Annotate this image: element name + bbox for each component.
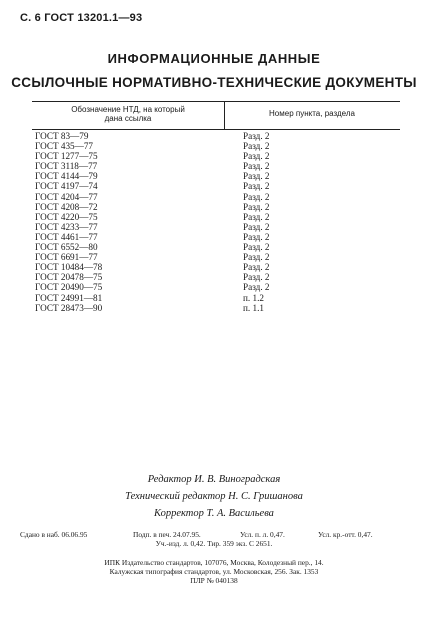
document-designation: ГОСТ 28473—90: [35, 302, 103, 313]
table-top-rule: [32, 101, 400, 102]
editor-credit: Редактор И. В. Виноградская: [147, 474, 281, 485]
table-row: [32, 131, 400, 141]
column-header-document-line1: Обозначение НТД, на который: [71, 105, 185, 114]
tech-editor-credit: Технический редактор Н. С. Гришанова: [125, 491, 303, 502]
section-reference: Разд. 2: [243, 161, 270, 172]
section-reference: Разд. 2: [243, 201, 270, 212]
section-reference: Разд. 2: [243, 221, 270, 232]
document-designation: ГОСТ 20490—75: [35, 282, 103, 293]
table-row: [32, 262, 400, 272]
document-designation: ГОСТ 3118—77: [35, 161, 98, 172]
section-reference: п. 1.2: [243, 292, 264, 303]
table-row: [32, 171, 400, 181]
section-reference: п. 1.1: [243, 302, 264, 313]
table-row: [32, 242, 400, 252]
imprint-printer: Калужская типография стандартов, ул. Московская, 256. Зак. 1353: [109, 567, 319, 576]
section-reference: Разд. 2: [243, 131, 270, 141]
document-designation: ГОСТ 4233—77: [35, 221, 98, 232]
table-row: [32, 282, 400, 292]
section-reference: Разд. 2: [243, 262, 270, 273]
document-designation: ГОСТ 4144—79: [35, 171, 98, 182]
section-reference: Разд. 2: [243, 242, 270, 253]
document-designation: ГОСТ 4204—77: [35, 191, 98, 202]
document-designation: ГОСТ 435—77: [35, 141, 94, 152]
section-reference: Разд. 2: [243, 191, 270, 202]
document-designation: ГОСТ 4197—74: [35, 181, 98, 192]
document-designation: ГОСТ 4220—75: [35, 211, 98, 222]
section-reference: Разд. 2: [243, 181, 270, 192]
document-designation: ГОСТ 1277—75: [35, 151, 98, 162]
column-header-section: Номер пункта, раздела: [269, 109, 355, 118]
column-header-document: [32, 105, 224, 123]
table-body: [32, 131, 400, 313]
table-row: [32, 181, 400, 191]
table-row: [32, 293, 400, 303]
document-designation: ГОСТ 4208—72: [35, 201, 98, 212]
table-row: [32, 232, 400, 242]
document-designation: ГОСТ 20478—75: [35, 272, 103, 283]
document-designation: ГОСТ 6552—80: [35, 242, 98, 253]
column-header-document-line2: дана ссылка: [104, 114, 152, 123]
document-designation: ГОСТ 10484—78: [35, 262, 103, 273]
section-reference: Разд. 2: [243, 151, 270, 162]
table-row: [32, 141, 400, 151]
document-designation: ГОСТ 83—79: [35, 131, 89, 141]
document-designation: ГОСТ 6691—77: [35, 252, 98, 263]
section-reference: Разд. 2: [243, 171, 270, 182]
section-reference: Разд. 2: [243, 231, 270, 242]
table-row: [32, 202, 400, 212]
table-row: [32, 303, 400, 313]
page-header: С. 6 ГОСТ 13201.1—93: [20, 12, 143, 24]
table-row: [32, 272, 400, 282]
document-designation: ГОСТ 24991—81: [35, 292, 103, 303]
imprint-typeset-date: Сдано в наб. 06.06.95: [20, 530, 88, 539]
section-reference: Разд. 2: [243, 141, 270, 152]
imprint-line-2: Уч.-изд. л. 0,42. Тир. 359 экз. С 2651.: [155, 539, 273, 548]
proofreader-credit: Корректор Т. А. Васильева: [154, 508, 274, 519]
table-row: [32, 252, 400, 262]
table-row: [32, 161, 400, 171]
table-row: [32, 222, 400, 232]
section-reference: Разд. 2: [243, 282, 270, 293]
section-title-info: ИНФОРМАЦИОННЫЕ ДАННЫЕ: [107, 51, 321, 66]
imprint-publisher: ИПК Издательство стандартов, 107076, Москва, Колодезный пер., 14.: [104, 558, 324, 567]
imprint-license: ПЛР № 040138: [190, 576, 238, 585]
section-title-references: ССЫЛОЧНЫЕ НОРМАТИВНО-ТЕХНИЧЕСКИЕ ДОКУМЕНТЫ: [11, 75, 417, 90]
imprint-color-prints: Усл. кр.-отт. 0,47.: [318, 530, 373, 539]
table-row: [32, 192, 400, 202]
table-row: [32, 212, 400, 222]
section-reference: Разд. 2: [243, 211, 270, 222]
section-reference: Разд. 2: [243, 272, 270, 283]
document-designation: ГОСТ 4461—77: [35, 231, 98, 242]
imprint-print-date: Подп. в печ. 24.07.95.: [133, 530, 201, 539]
table-header-rule: [32, 129, 400, 130]
section-reference: Разд. 2: [243, 252, 270, 263]
table-row: [32, 151, 400, 161]
imprint-sheets: Усл. п. л. 0,47.: [240, 530, 285, 539]
